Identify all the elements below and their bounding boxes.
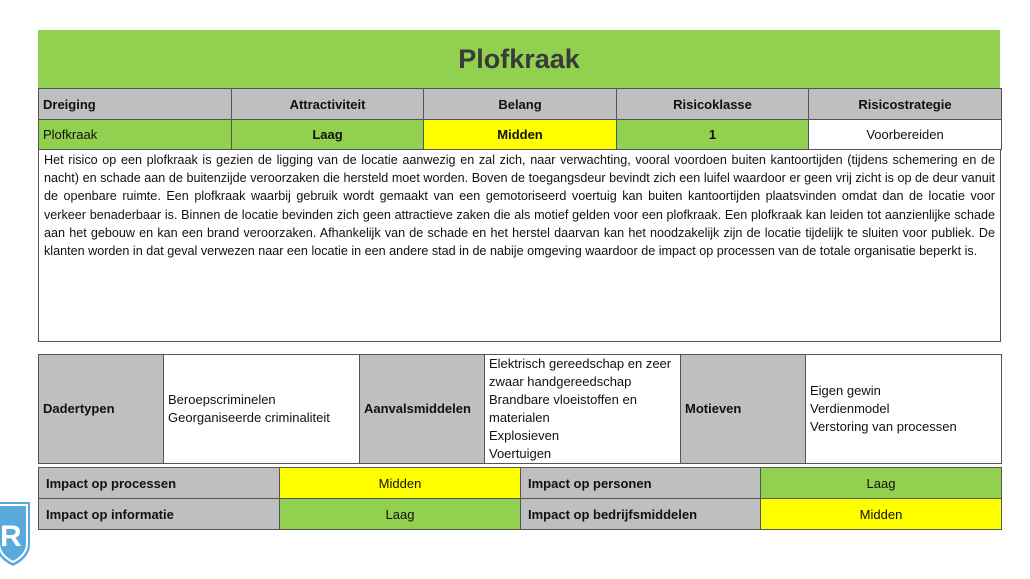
impact-table <box>38 467 1002 530</box>
list-item: Voertuigen <box>489 446 552 461</box>
list-item: zwaar handgereedschap <box>489 374 632 389</box>
perpetrators-label: Dadertypen <box>39 355 164 464</box>
threat-cell: Plofkraak <box>39 120 232 150</box>
impact-processes-value: Midden <box>280 468 521 499</box>
header-risicoklasse: Risicoklasse <box>617 89 809 120</box>
list-item: Beroepscriminelen <box>168 392 276 407</box>
attractiveness-cell: Laag <box>232 120 424 150</box>
impact-assets-value: Midden <box>761 499 1002 530</box>
list-item: Elektrisch gereedschap en zeer <box>489 356 672 371</box>
list-item: Explosieven <box>489 428 560 443</box>
page-title: Plofkraak <box>38 30 1000 88</box>
risk-table <box>38 88 1002 150</box>
impact-persons-label: Impact op personen <box>521 468 761 499</box>
means-list <box>485 355 681 464</box>
impact-processes-label: Impact op processen <box>39 468 280 499</box>
importance-cell: Midden <box>424 120 617 150</box>
risk-table-header <box>39 89 1002 120</box>
means-label: Aanvalsmiddelen <box>360 355 485 464</box>
list-item: Eigen gewin <box>810 383 881 398</box>
impact-information-label: Impact op informatie <box>39 499 280 530</box>
description-text: Het risico op een plofkraak is gezien de ligging van de locatie aanwezig en zal zich, naar verwachting, vooral voordoen buiten kantoortijden (tijdens schemering en de nacht) en schade aan de buitenzijde veroorzaken die hersteld moet worden. Boven de toegangsdeur bevindt zich een luifel waardoor er geen vrij zicht is op de deur vanuit de openbare ruimte. Een plofkraak waarbij gebruik wordt gemaakt van een gemotoriseerd voertuig kan buiten kantoortijden plaatsvinden omdat dan de locatie voor verkeer benaderbaar is. Binnen de locatie bevinden zich geen attractieve zaken die als motief gelden voor een plofkraak. Een plofkraak kan leiden tot aanzienlijke schade aan het gebouw en kan een brand veroorzaken. Afhankelijk van de schade en het herstel daarvan kan het noodzakelijk zijn de locatie tijdelijk te sluiten voor publiek. De klanten worden in dat geval verwezen naar een locatie in een andere stad in de nabije omgeving waardoor de impact op processen van de totale organisatie beperkt is. <box>38 149 1001 342</box>
header-belang: Belang <box>424 89 617 120</box>
impact-persons-value: Laag <box>761 468 1002 499</box>
list-item: Brandbare vloeistoffen en <box>489 392 637 407</box>
strategy-cell: Voorbereiden <box>809 120 1002 150</box>
logo-letter: R <box>0 520 22 553</box>
header-attractiviteit: Attractiviteit <box>232 89 424 120</box>
impact-assets-label: Impact op bedrijfsmiddelen <box>521 499 761 530</box>
impact-information-value: Laag <box>280 499 521 530</box>
risk-table-row <box>39 120 1002 150</box>
risk-class-cell: 1 <box>617 120 809 150</box>
details-table <box>38 354 1002 464</box>
header-risicostrategie: Risicostrategie <box>809 89 1002 120</box>
impact-row <box>39 499 1002 530</box>
list-item: Georganiseerde criminaliteit <box>168 410 330 425</box>
motives-label: Motieven <box>681 355 806 464</box>
impact-row <box>39 468 1002 499</box>
perpetrators-list <box>164 355 360 464</box>
logo <box>0 500 32 566</box>
list-item: Verstoring van processen <box>810 419 957 434</box>
motives-list <box>806 355 1002 464</box>
list-item: materialen <box>489 410 550 425</box>
list-item: Verdienmodel <box>810 401 890 416</box>
header-dreiging: Dreiging <box>39 89 232 120</box>
